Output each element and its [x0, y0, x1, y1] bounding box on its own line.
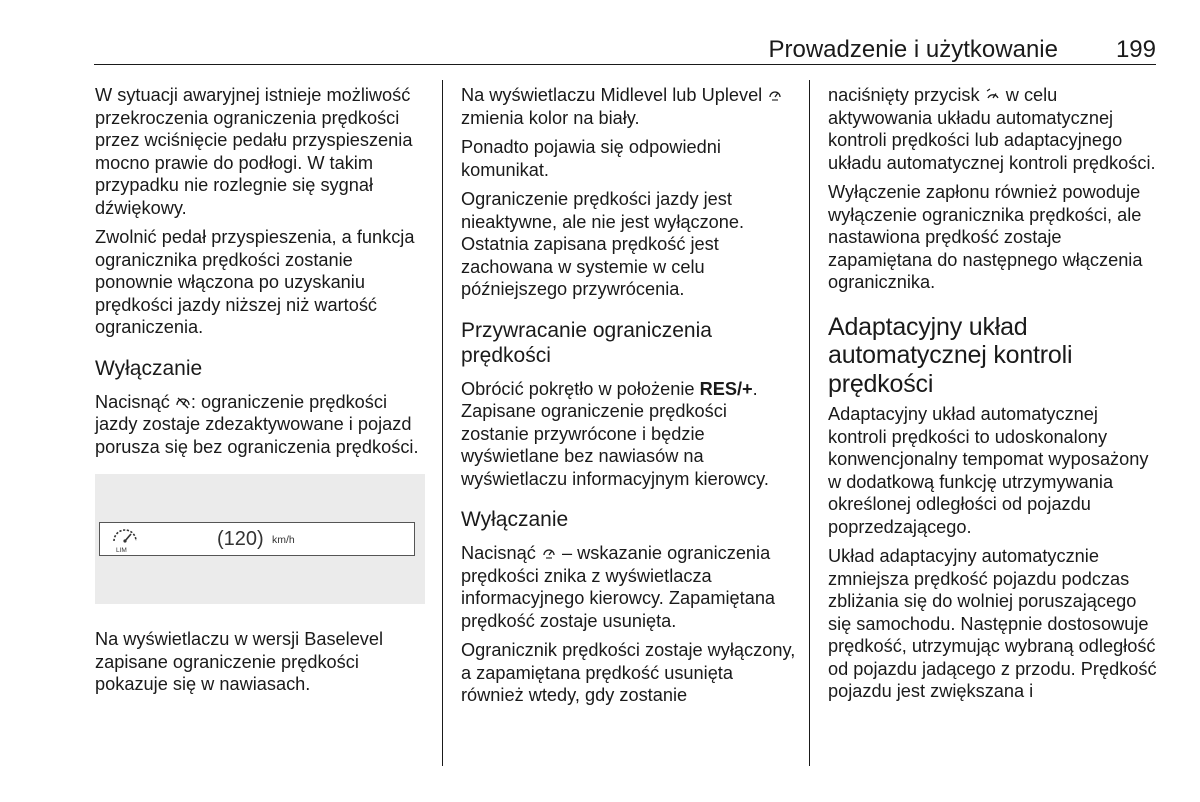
section-heading-acc: Adaptacyjny układ automatycznej kontroli prędkości [828, 312, 1073, 398]
text-fragment: . Zapisane ograniczenie prędkości zostanie przywrócone i będzie wyświetlane bez nawiasów na wyświetlaczu informacyjnym kierowcy. [461, 378, 769, 489]
header-title: Prowadzenie i użytkowanie [768, 36, 1058, 63]
subheading-off: Wyłączanie [461, 508, 569, 531]
paragraph: W sytuacji awaryjnej istnieje możliwość przekroczenia ograniczenia prędkości przez wciśnięcie pedału przyspieszenia mocno prawie do podłogi. W takim przypadku nie rozlegnie się sygnał dźwiękowy. [95, 85, 413, 218]
res-plus-label: RES/+ [699, 378, 753, 399]
text-fragment: Na wyświetlaczu Midlevel lub Uplevel [461, 85, 763, 105]
column-divider [442, 80, 443, 766]
paragraph [828, 84, 1158, 174]
paragraph [95, 391, 430, 459]
text-fragment: Obrócić pokrętło w położenie [461, 378, 695, 399]
paragraph: Wyłączenie zapłonu również powoduje wyłączenie ogranicznika prędkości, ale nastawiona prędkość zostaje zapamiętana do następnego włączenia ogranicznika. [828, 182, 1143, 292]
page-number: 199 [1115, 36, 1156, 63]
text-fragment: Nacisnąć [461, 543, 536, 563]
subheading-restore: Przywracanie ograniczenia prędkości [461, 318, 712, 367]
text-fragment: Nacisnąć [95, 391, 170, 412]
paragraph: Zwolnić pedał przyspieszenia, a funkcja ogranicznika prędkości zostanie ponownie włączona po uzyskaniu prędkości jazdy niższej niż wartość ograniczenia. [95, 227, 415, 337]
text-fragment: naciśnięty przycisk [828, 85, 980, 105]
column-divider [809, 80, 810, 766]
column-right [828, 84, 1158, 710]
text-fragment: : ograniczenie prędkości jazdy zostaje zdezaktywowane i pojazd porusza się bez ograniczenia prędkości. [95, 391, 419, 457]
speed-limiter-icon [541, 545, 557, 561]
paragraph [461, 378, 799, 491]
speed-limiter-icon [767, 87, 783, 103]
paragraph: Ponadto pojawia się odpowiedni komunikat. [461, 137, 721, 180]
paragraph: Adaptacyjny układ automatycznej kontroli prędkości to udoskonalony konwencjonalny tempomat wyposażony w dodatkową funkcję utrzymywania określonej odległości od pojazdu poprzedzającego. [828, 404, 1149, 537]
text-fragment: w celu aktywowania układu automatycznej kontroli prędkości lub adaptacyjnego układu automatycznej kontroli prędkości. [828, 85, 1156, 173]
paragraph: Ogranicznik prędkości zostaje wyłączony, a zapamiętana prędkość usunięta również wtedy, gdy zostanie [461, 640, 796, 705]
limit-speed-value: (120) [217, 528, 264, 550]
column-middle [461, 84, 799, 714]
speed-limiter-icon [110, 525, 140, 553]
column-left [95, 84, 430, 703]
paragraph: Na wyświetlaczu w wersji Baselevel zapisane ograniczenie prędkości pokazuje się w nawiasach. [95, 629, 384, 694]
cruise-control-icon [985, 87, 1001, 103]
lim-label: LIM [116, 547, 127, 553]
speed-limiter-off-icon [175, 394, 191, 410]
text-fragment: zmienia kolor na biały. [461, 107, 640, 128]
driver-info-display [99, 522, 415, 556]
paragraph: Układ adaptacyjny automatycznie zmniejsza prędkość pojazdu podczas zbliżania się do wolniej poruszającego się samochodu. Następnie dostosowuje prędkość, utrzymując wybraną odległość od pojazdu jadącego z przodu. Prędkość pojazdu jest zwiększana i [828, 546, 1157, 701]
text-fragment: – wskazanie ograniczenia prędkości znika z wyświetlacza informacyjnego kierowcy. Zapamiętana prędkość zostaje usunięta. [461, 543, 776, 631]
subheading-off: Wyłączanie [95, 356, 203, 380]
paragraph [461, 84, 799, 129]
instrument-display-figure [95, 474, 425, 604]
paragraph [461, 542, 799, 632]
header-rule [94, 64, 1156, 65]
paragraph: Ograniczenie prędkości jazdy jest nieaktywne, ale nie jest wyłączone. Ostatnia zapisana prędkość jest zachowana w systemie w celu późniejszego przywrócenia. [461, 189, 745, 299]
speed-unit: km/h [272, 534, 295, 546]
